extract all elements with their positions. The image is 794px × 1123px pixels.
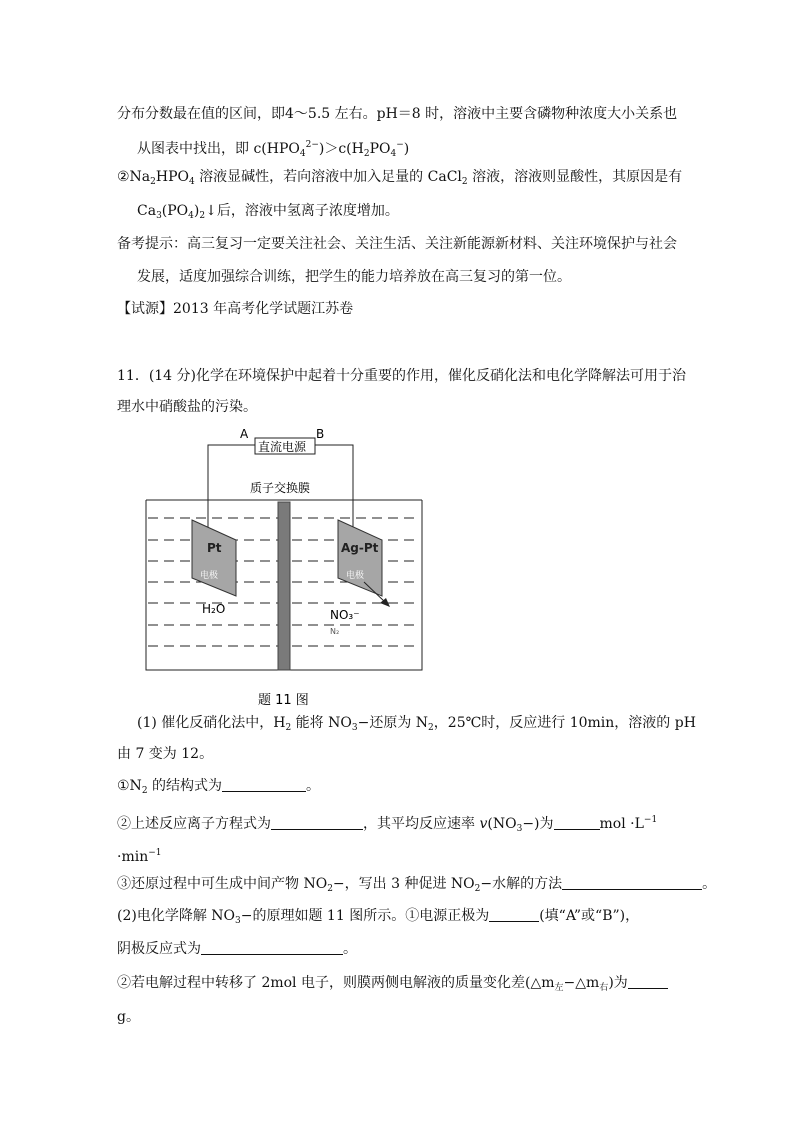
subscript: 2: [150, 177, 156, 187]
superscript: −1: [148, 848, 162, 858]
text-line: [137, 135, 409, 164]
answer-blank[interactable]: [628, 974, 668, 989]
text: 能将 NO: [291, 715, 352, 731]
agpt-label: Ag-Pt: [341, 541, 379, 555]
question-line: [117, 973, 668, 998]
text: 。: [702, 876, 717, 892]
text: ②若电解过程中转移了 2mol 电子，则膜两侧电解液的质量变化差(△m: [117, 975, 555, 991]
text: 从图表中找出，即 c(HPO: [137, 141, 300, 157]
text: )为: [608, 975, 628, 991]
subscript: 2: [363, 149, 370, 159]
text: PO: [369, 141, 391, 157]
text-line: [137, 201, 399, 226]
text: 溶液，溶液则显酸性，其原因是有: [467, 169, 683, 185]
answer-blank[interactable]: [201, 940, 343, 955]
question-line: [117, 874, 716, 899]
text-line: [137, 713, 696, 738]
text-line: [117, 397, 257, 417]
text: 发展，适度加强综合训练，把学生的能力培养放在高三复习的第一位。: [137, 269, 571, 285]
text: −还原为 N: [357, 715, 429, 731]
text: ): [193, 203, 200, 219]
text: ②Na: [117, 169, 151, 185]
agpt-electrode: [338, 520, 382, 596]
answer-blank[interactable]: [271, 815, 363, 830]
membrane-label: 质子交换膜: [250, 481, 311, 495]
text: ，25℃时，反应进行 10min，溶液的 pH: [433, 715, 696, 731]
subscript: 2: [141, 786, 148, 796]
superscript: 2−: [305, 140, 319, 150]
text: HPO: [155, 169, 189, 185]
text: ·min: [117, 849, 149, 865]
n2-label: N₂: [330, 627, 340, 636]
subscript: 4: [299, 149, 306, 159]
subscript: 2: [285, 723, 292, 733]
no3-label: NO₃⁻: [330, 608, 360, 622]
question-line: [117, 906, 639, 931]
subscript: 2: [327, 884, 333, 894]
answer-blank[interactable]: [489, 907, 539, 922]
subscript: 右: [599, 983, 609, 993]
text-line: [117, 234, 677, 254]
subscript: 4: [390, 149, 397, 159]
answer-blank[interactable]: [554, 815, 600, 830]
text: −，写出 3 种促进 NO: [332, 876, 475, 892]
subscript: 2: [199, 211, 206, 221]
answer-blank[interactable]: [222, 777, 306, 792]
text-line: [117, 843, 162, 867]
terminal-b-label: B: [316, 427, 325, 441]
text-line: [117, 167, 682, 192]
terminal-a-label: A: [240, 427, 249, 441]
text: −水解的方法: [480, 876, 563, 892]
question-line: [117, 810, 657, 839]
text-line: [117, 744, 213, 764]
subscript: 3: [516, 824, 523, 834]
text: ，其平均反应速率: [363, 816, 480, 832]
subscript: 2: [474, 884, 481, 894]
text: 【试源】2013 年高考化学试题江苏卷: [117, 301, 354, 317]
text: 阴极反应式为: [117, 941, 201, 957]
subscript: 左: [554, 983, 564, 993]
electrode-label: 电极: [200, 571, 219, 581]
pt-label: Pt: [207, 541, 222, 555]
question-line: [117, 776, 320, 801]
text: 11．(14 分)化学在环境保护中起着十分重要的作用，催化反硝化法和电化学降解法可用于治: [117, 368, 687, 384]
superscript: −: [396, 140, 404, 150]
wire-right: [315, 445, 353, 532]
subscript: 3: [156, 211, 162, 221]
text-line: [117, 1007, 140, 1027]
proton-exchange-membrane: [278, 502, 290, 670]
text: )＞c(H: [318, 141, 364, 157]
text: (1) 催化反硝化法中，H: [137, 715, 286, 731]
text: 理水中硝酸盐的污染。: [117, 399, 257, 415]
text: (填“A”或“B”)，: [539, 908, 640, 924]
text-line: [117, 104, 677, 124]
text: (2)电化学降解 NO: [117, 908, 236, 924]
text: −)为: [522, 816, 554, 832]
electrolysis-diagram: [140, 420, 430, 708]
text: ③还原过程中可生成中间产物 NO: [117, 876, 328, 892]
h2o-label: H₂O: [202, 602, 226, 616]
pt-electrode: [192, 520, 236, 596]
text: (PO: [161, 203, 189, 219]
answer-blank[interactable]: [562, 875, 702, 890]
text: ↓后，溶液中氢离子浓度增加。: [205, 203, 399, 219]
subscript: 3: [351, 723, 358, 733]
text: ②上述反应离子方程式为: [117, 816, 271, 832]
text: v: [479, 816, 488, 832]
question-title: [117, 366, 686, 386]
text: ①N: [117, 778, 142, 794]
power-label: 直流电源: [258, 440, 307, 454]
text: 分布分数最在值的区间，即4～5.5 左右。pH＝8 时，溶液中主要含磷物种浓度大小关系也: [117, 106, 678, 122]
text: −的原理如题 11 图所示。①电源正极为: [240, 908, 490, 924]
source-note: [117, 299, 353, 319]
text: 。: [343, 941, 357, 957]
text: (NO: [487, 816, 517, 832]
text: 。: [306, 778, 320, 794]
text-line: [137, 267, 571, 287]
figure-caption: 题 11 图: [258, 693, 309, 708]
text: Ca: [137, 203, 157, 219]
text: mol ·L: [599, 816, 644, 832]
question-line: [117, 939, 357, 959]
subscript: 4: [188, 211, 194, 221]
subscript: 2: [428, 723, 434, 733]
subscript: 4: [189, 177, 195, 187]
text: 备考提示：高三复习一定要关注社会、关注生活、关注新能源新材料、关注环境保护与社会: [117, 236, 677, 252]
text: g。: [117, 1009, 140, 1025]
text: ): [403, 141, 410, 157]
text: 由 7 变为 12。: [117, 746, 214, 762]
superscript: −1: [643, 815, 658, 825]
text: −△m: [563, 975, 600, 991]
text: 溶液显碱性，若向溶液中加入足量的 CaCl: [194, 169, 462, 185]
text: 的结构式为: [147, 778, 222, 794]
wire-left: [208, 445, 255, 532]
subscript: 2: [461, 177, 468, 187]
electrode-label: 电极: [346, 571, 365, 581]
subscript: 3: [235, 916, 241, 926]
